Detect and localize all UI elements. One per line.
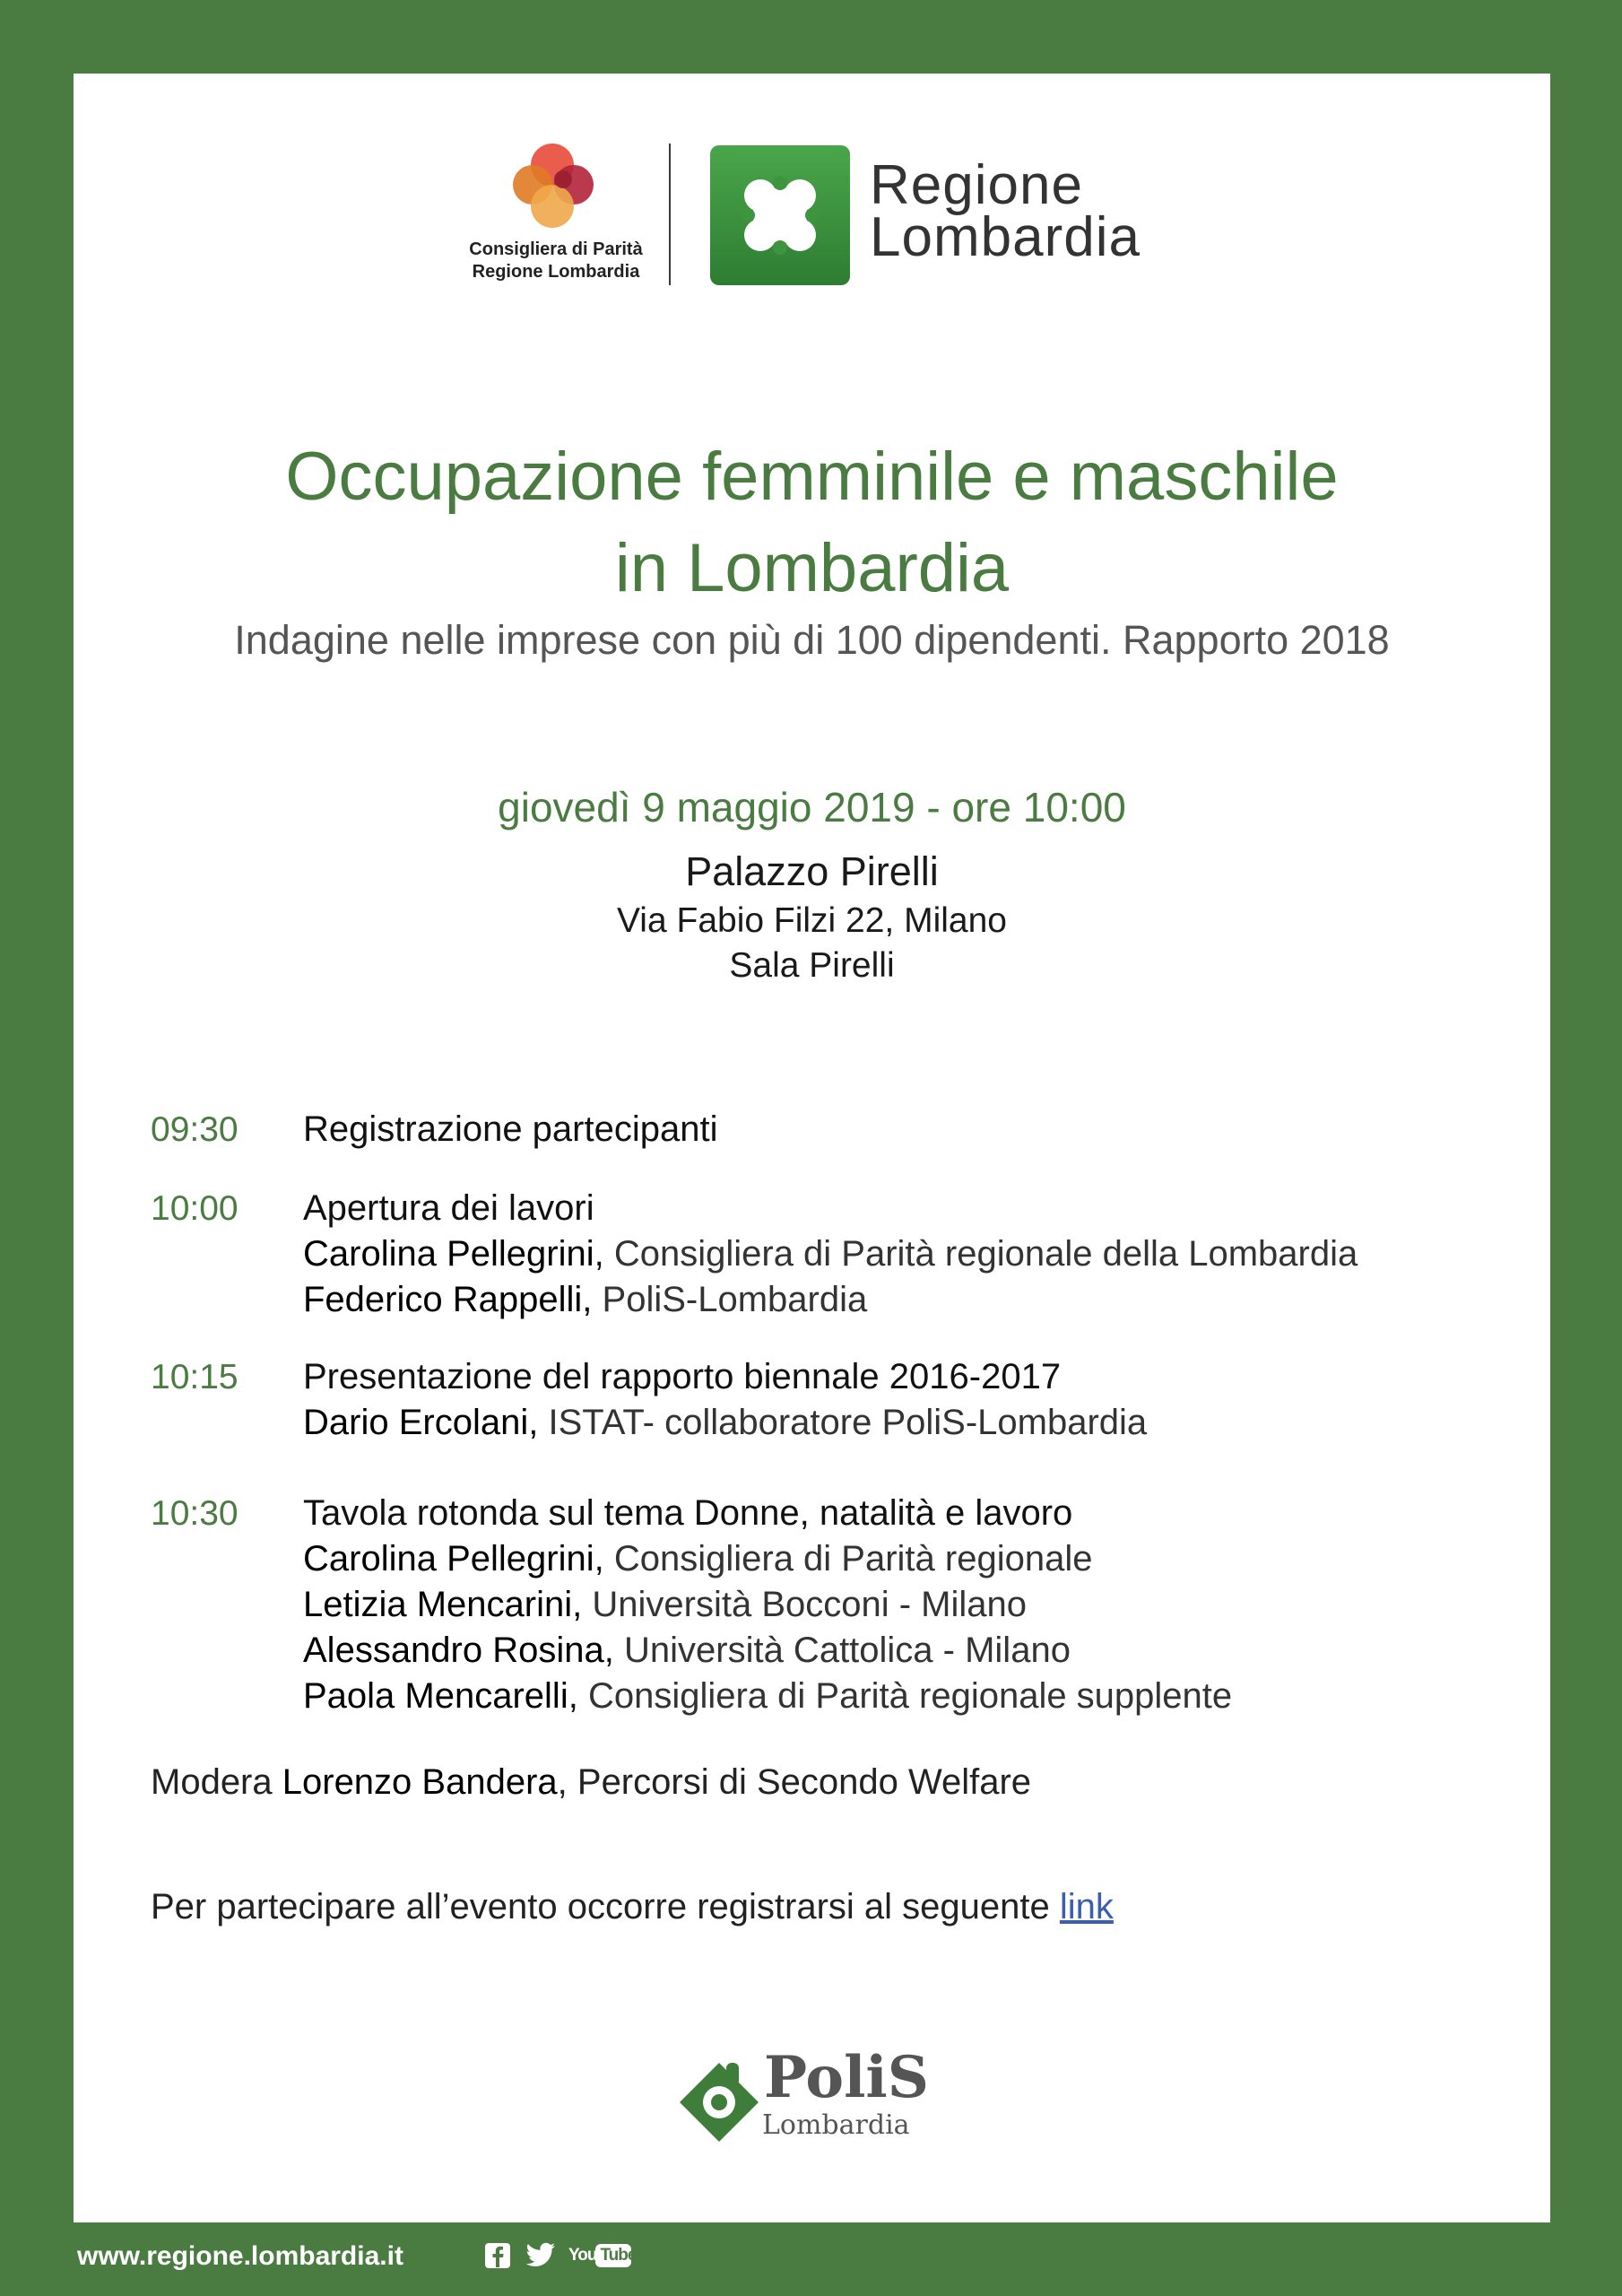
speaker-line: [303, 1536, 1540, 1582]
moderator-prefix: Modera: [151, 1762, 282, 1802]
event-address: Via Fabio Filzi 22, Milano: [617, 901, 1007, 940]
speaker-name: Carolina Pellegrini: [303, 1539, 594, 1578]
speaker-affiliation: Consigliera di Parità regionale: [613, 1539, 1093, 1578]
regione-wordmark-line2: Lombardia: [870, 206, 1141, 268]
facebook-icon[interactable]: [484, 2242, 511, 2269]
speaker-line: [303, 1400, 1540, 1446]
speaker-affiliation: ISTAT- collaboratore PoliS-Lombardia: [548, 1403, 1148, 1442]
event-title-line2: in Lombardia: [614, 530, 1010, 606]
event-date: giovedì 9 maggio 2019 - ore 10:00: [498, 784, 1126, 831]
speaker-line: [303, 1628, 1540, 1674]
speaker-affiliation: Consigliera di Parità regionale supplente: [587, 1676, 1233, 1716]
youtube-label: You Tube: [568, 2246, 637, 2265]
speaker-separator: [538, 1403, 548, 1442]
registration-line: [151, 1884, 1114, 1930]
regione-wordmark-line1: Regione: [870, 154, 1083, 216]
program-time: 10:30: [151, 1494, 239, 1533]
event-room: Sala Pirelli: [729, 946, 895, 985]
polis-logo-sub: Lombardia: [762, 2109, 910, 2141]
program-time: 10:15: [151, 1358, 239, 1396]
speaker-line: [303, 1277, 1540, 1323]
program-time: 09:30: [151, 1110, 239, 1149]
speaker-affiliation: Università Bocconi - Milano: [592, 1585, 1028, 1624]
logo-divider: [669, 144, 671, 285]
speaker-line: [303, 1582, 1540, 1628]
program-title: Registrazione partecipanti: [303, 1109, 718, 1149]
program-title: Presentazione del rapporto biennale 2016-2017: [303, 1357, 1062, 1396]
speaker-line: [303, 1674, 1540, 1719]
program-time: 10:00: [151, 1189, 239, 1228]
speaker-name: Paola Mencarelli: [303, 1676, 568, 1716]
speaker-affiliation: PoliS-Lombardia: [602, 1280, 868, 1319]
consigliera-logo: [421, 140, 708, 283]
speaker-affiliation: Consigliera di Parità regionale della Lombardia: [613, 1234, 1358, 1274]
speaker-name: Carolina Pellegrini: [303, 1234, 594, 1274]
speaker-affiliation: Università Cattolica - Milano: [623, 1631, 1071, 1670]
polis-logo-icon: [674, 2057, 764, 2147]
speaker-separator: ,: [568, 1676, 588, 1716]
speaker-separator: ,: [594, 1234, 614, 1274]
program-title: Tavola rotonda sul tema Donne, natalità e lavoro: [303, 1493, 1073, 1533]
consigliera-line2: Regione Lombardia: [472, 262, 640, 282]
speaker-name: Federico Rappelli,: [303, 1280, 593, 1319]
event-title-line1: Occupazione femminile e maschile: [285, 439, 1339, 515]
moderator-affiliation: , Percorsi di Secondo Welfare: [557, 1762, 1032, 1802]
speaker-separator: [582, 1585, 592, 1624]
twitter-icon[interactable]: [525, 2242, 556, 2269]
speaker-separator: ,: [603, 1631, 624, 1670]
regione-lombardia-wordmark: [870, 154, 1141, 268]
footer-website-link[interactable]: www.regione.lombardia.it: [77, 2241, 403, 2271]
consigliera-text: [421, 239, 690, 283]
speaker-line: [303, 1231, 1540, 1277]
speaker-separator: ,: [594, 1539, 614, 1578]
registration-text: Per partecipare all’evento occorre registrarsi al seguente: [151, 1887, 1060, 1926]
event-venue: Palazzo Pirelli: [685, 848, 939, 894]
speaker-name: Alessandro Rosina: [303, 1631, 604, 1670]
program-title: Apertura dei lavori: [303, 1188, 594, 1228]
poster-sheet: [74, 74, 1550, 2222]
moderator-name: Lorenzo Bandera: [282, 1762, 558, 1802]
consigliera-flower-icon: [500, 140, 599, 239]
speaker-separator: [592, 1280, 602, 1319]
consigliera-line1: Consigliera di Parità: [469, 239, 643, 259]
registration-link[interactable]: link: [1059, 1887, 1114, 1926]
regione-lombardia-logo-icon: [708, 144, 852, 287]
speaker-name: Letizia Mencarini,: [303, 1585, 583, 1624]
event-subtitle: Indagine nelle imprese con più di 100 dipendenti. Rapporto 2018: [234, 617, 1390, 663]
speaker-name: Dario Ercolani,: [303, 1403, 539, 1442]
moderator-line: [151, 1760, 1031, 1805]
polis-logo-name: PoliS: [764, 2044, 929, 2111]
